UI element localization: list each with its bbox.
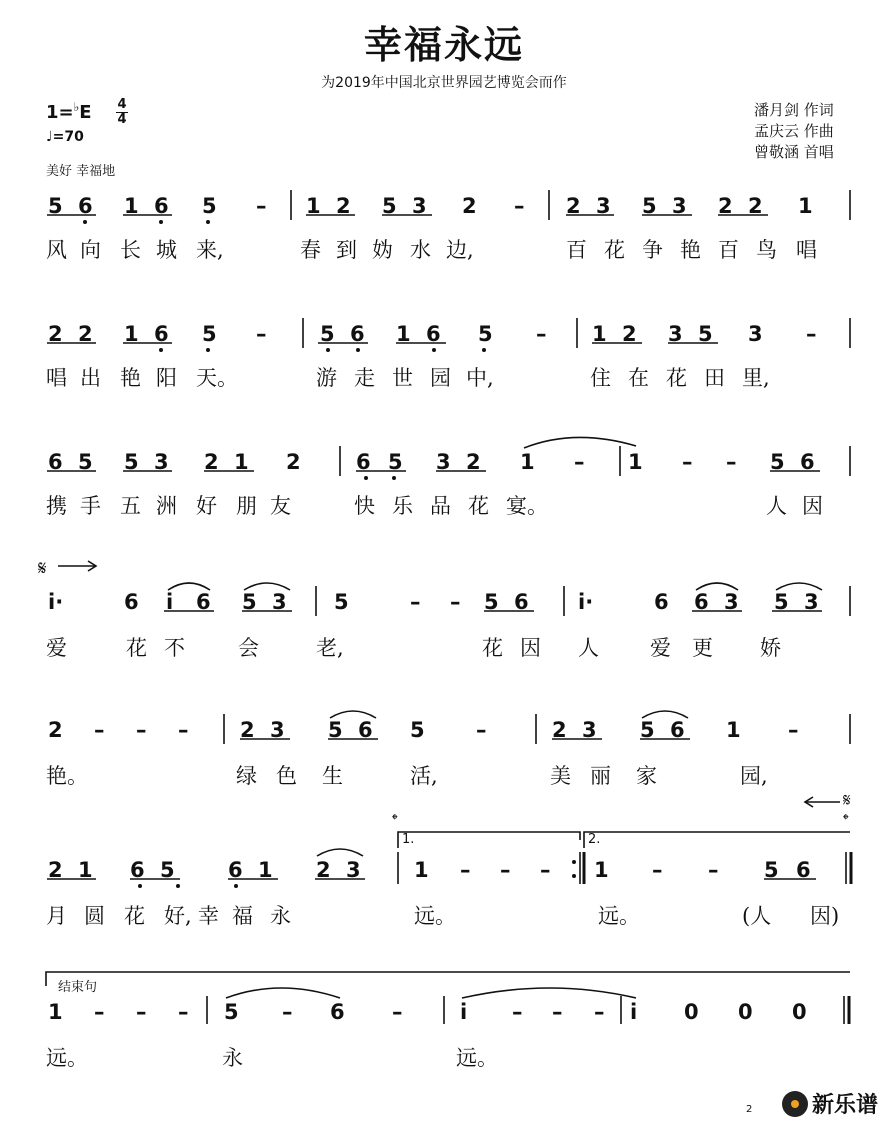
lyric-syllable: 边, — [446, 238, 474, 262]
note: 6 — [670, 718, 685, 742]
lyric-syllable: 世 — [392, 366, 413, 390]
lyric-syllable: 花 — [482, 636, 503, 660]
key-prefix: 1= — [46, 102, 74, 123]
note: 1 — [234, 450, 249, 474]
note: – — [552, 1000, 563, 1024]
lyric-syllable: 圆 — [84, 904, 105, 928]
lyric-syllable: 手 — [80, 494, 101, 518]
note: 6 — [426, 322, 441, 346]
note: 1 — [414, 858, 429, 882]
note: 2 — [48, 718, 63, 742]
note: 2 — [78, 322, 93, 346]
lyric-syllable: 永 — [270, 904, 291, 928]
lyric-syllable: 唱 — [796, 238, 817, 262]
lyric-syllable: 洲 — [156, 494, 177, 518]
lyric-syllable: 艳 — [120, 366, 141, 390]
lyric-syllable: 风 — [46, 238, 67, 262]
singer-credit: 曾敬涵 首唱 — [754, 143, 834, 161]
lyric-syllable: 活, — [410, 764, 438, 788]
note: 2 — [316, 858, 331, 882]
note: – — [282, 1000, 293, 1024]
note: 5 — [478, 322, 493, 346]
note: 3 — [346, 858, 361, 882]
lyric-syllable: 远。 — [46, 1046, 88, 1070]
lyric-syllable: 爱 — [650, 636, 671, 660]
lyric-syllable: 鸟 — [756, 238, 777, 262]
lyric-syllable: 好 — [196, 494, 217, 518]
note: i· — [578, 590, 594, 614]
lyric-syllable: 老, — [316, 636, 344, 660]
lyric-syllable: (人 — [742, 904, 772, 928]
lyric-syllable: 长 — [120, 238, 141, 262]
note: 5 — [774, 590, 789, 614]
note: 5 — [224, 1000, 239, 1024]
note: – — [94, 1000, 105, 1024]
note: 5 — [642, 194, 657, 218]
lyric-syllable: 丽 — [590, 764, 611, 788]
note: 6 — [78, 194, 93, 218]
lyric-syllable: 百 — [566, 238, 587, 262]
lyric-syllable: 唱 — [46, 366, 67, 390]
note: 5 — [382, 194, 397, 218]
note: 6 — [514, 590, 529, 614]
song-title: 幸福永远 — [363, 23, 524, 67]
lyric-syllable: 色 — [276, 764, 297, 788]
lyric-syllable: 天。 — [196, 366, 238, 390]
lyric-syllable: 快 — [354, 494, 375, 518]
note: – — [594, 1000, 605, 1024]
note: – — [136, 718, 147, 742]
key-letter: E — [79, 102, 92, 123]
lyric-syllable: 人 — [578, 636, 599, 660]
note: – — [256, 194, 267, 218]
lyric-syllable: 会 — [238, 636, 259, 660]
tempo-value: =70 — [52, 129, 84, 145]
note: – — [806, 322, 817, 346]
logo-text: 新乐谱 — [811, 1093, 878, 1118]
lyric-syllable: 因) — [810, 904, 840, 928]
note: – — [178, 1000, 189, 1024]
note: 1 — [594, 858, 609, 882]
coda-icon: 𝄌 — [392, 810, 398, 829]
note: 5 — [78, 450, 93, 474]
note: – — [94, 718, 105, 742]
lyricist-credit: 潘月剑 作词 — [754, 101, 834, 119]
note: 6 — [694, 590, 709, 614]
note: 1 — [520, 450, 535, 474]
lyric-syllable: 家 — [636, 764, 657, 788]
note: 3 — [804, 590, 819, 614]
lyric-syllable: 远。 — [456, 1046, 498, 1070]
note: 2 — [286, 450, 301, 474]
note: – — [476, 718, 487, 742]
note: 6 — [130, 858, 145, 882]
note: 6 — [154, 194, 169, 218]
note: 3 — [668, 322, 683, 346]
note: 5 — [388, 450, 403, 474]
note: 6 — [48, 450, 63, 474]
note: 6 — [196, 590, 211, 614]
lyric-syllable: 花 — [124, 904, 145, 928]
note: 6 — [228, 858, 243, 882]
note: 3 — [582, 718, 597, 742]
note: – — [256, 322, 267, 346]
note: – — [540, 858, 551, 882]
volta-first: 1. — [402, 832, 415, 847]
lyric-syllable: 因 — [520, 636, 541, 660]
note: 6 — [330, 1000, 345, 1024]
lyric-syllable: 出 — [80, 366, 101, 390]
note: 5 — [160, 858, 175, 882]
note: 2 — [622, 322, 637, 346]
note: 6 — [356, 450, 371, 474]
lyric-syllable: 春 — [300, 238, 321, 262]
lyric-syllable: 艳。 — [46, 764, 88, 788]
page-number: 2 — [746, 1104, 753, 1115]
segno-icon: 𝄋 — [38, 556, 47, 580]
note: 5 — [202, 322, 217, 346]
composer-credit: 孟庆云 作曲 — [754, 122, 834, 140]
note: – — [536, 322, 547, 346]
lyric-syllable: 花 — [666, 366, 687, 390]
note: 3 — [724, 590, 739, 614]
note: – — [652, 858, 663, 882]
lyric-syllable: 妫 — [372, 238, 393, 262]
coda-icon-return: 𝄌 — [843, 810, 849, 829]
lyric-syllable: 田 — [704, 366, 725, 390]
note: 5 — [48, 194, 63, 218]
segno-icon-return: 𝄋 — [843, 790, 851, 811]
lyric-syllable: 月 — [46, 904, 67, 928]
note: – — [788, 718, 799, 742]
note: 5 — [124, 450, 139, 474]
note: 0 — [684, 1000, 699, 1024]
note: 6 — [124, 590, 139, 614]
note: 1 — [124, 322, 139, 346]
note: 1 — [258, 858, 273, 882]
note: – — [512, 1000, 523, 1024]
note: – — [460, 858, 471, 882]
lyric-syllable: 爱 — [46, 636, 67, 660]
note: – — [726, 450, 737, 474]
note: 6 — [800, 450, 815, 474]
note: 2 — [462, 194, 477, 218]
lyric-syllable: 城 — [156, 238, 177, 262]
lyric-syllable: 园, — [740, 764, 768, 788]
lyric-syllable: 远。 — [598, 904, 640, 928]
lyric-syllable: 来, — [196, 238, 224, 262]
lyric-syllable: 人 — [766, 494, 787, 518]
note: – — [500, 858, 511, 882]
note: 3 — [748, 322, 763, 346]
note: 1 — [124, 194, 139, 218]
note: 3 — [154, 450, 169, 474]
lyric-syllable: 住 — [590, 366, 611, 390]
lyric-syllable: 到 — [336, 238, 357, 262]
note: 6 — [796, 858, 811, 882]
note: – — [708, 858, 719, 882]
note: 5 — [764, 858, 779, 882]
note: – — [682, 450, 693, 474]
note: i· — [48, 590, 64, 614]
note: 2 — [240, 718, 255, 742]
lyric-syllable: 永 — [222, 1046, 243, 1070]
note: i — [630, 1000, 638, 1024]
note: 5 — [410, 718, 425, 742]
note: 2 — [48, 858, 63, 882]
note: 1 — [306, 194, 321, 218]
lyric-syllable: 阳 — [156, 366, 177, 390]
lyric-syllable: 幸 — [198, 904, 219, 928]
note: 2 — [336, 194, 351, 218]
note: 2 — [748, 194, 763, 218]
lyric-syllable: 花 — [468, 494, 489, 518]
note: 6 — [358, 718, 373, 742]
flat-icon: ♭ — [73, 100, 80, 114]
note: 5 — [640, 718, 655, 742]
lyric-syllable: 远。 — [414, 904, 456, 928]
note: 1 — [798, 194, 813, 218]
lyric-syllable: 生 — [322, 764, 343, 788]
note: 1 — [396, 322, 411, 346]
note: 2 — [552, 718, 567, 742]
lyric-syllable: 美 — [550, 764, 571, 788]
lyric-syllable: 朋 — [236, 494, 257, 518]
note: 3 — [412, 194, 427, 218]
time-top: 4 — [117, 97, 127, 112]
lyric-syllable: 携 — [46, 494, 67, 518]
note: – — [574, 450, 585, 474]
time-bottom: 4 — [117, 112, 127, 127]
note: 3 — [672, 194, 687, 218]
lyric-syllable: 因 — [802, 494, 823, 518]
site-logo — [782, 1088, 878, 1119]
note: 3 — [272, 590, 287, 614]
note: 1 — [628, 450, 643, 474]
note: 5 — [202, 194, 217, 218]
lyric-syllable: 品 — [430, 494, 451, 518]
note: 2 — [48, 322, 63, 346]
note: 1 — [78, 858, 93, 882]
lyric-syllable: 五 — [120, 494, 141, 518]
note: 3 — [270, 718, 285, 742]
note: 2 — [718, 194, 733, 218]
note: 6 — [350, 322, 365, 346]
note: 5 — [484, 590, 499, 614]
note: 0 — [738, 1000, 753, 1024]
quarter-note-icon: ♩ — [46, 129, 53, 145]
note: 6 — [654, 590, 669, 614]
lyric-syllable: 好, — [164, 904, 192, 928]
lyric-syllable: 走 — [354, 366, 375, 390]
song-subtitle: 为2019年中国北京世界园艺博览会而作 — [321, 75, 567, 91]
record-disc-icon — [782, 1091, 808, 1117]
lyric-syllable: 中, — [466, 366, 494, 390]
lyric-syllable: 在 — [628, 366, 649, 390]
note: – — [514, 194, 525, 218]
note: – — [392, 1000, 403, 1024]
lyric-syllable: 娇 — [760, 636, 781, 660]
lyric-syllable: 友 — [270, 494, 291, 518]
note: 1 — [726, 718, 741, 742]
lyric-syllable: 园 — [430, 366, 451, 390]
note: 5 — [242, 590, 257, 614]
lyric-syllable: 百 — [718, 238, 739, 262]
lyric-syllable: 游 — [316, 366, 337, 390]
note: 2 — [566, 194, 581, 218]
note: 2 — [204, 450, 219, 474]
note: – — [136, 1000, 147, 1024]
note: 0 — [792, 1000, 807, 1024]
lyric-syllable: 争 — [642, 238, 663, 262]
lyric-syllable: 更 — [692, 636, 713, 660]
note: 5 — [334, 590, 349, 614]
lyric-syllable: 不 — [164, 636, 185, 660]
note: i — [166, 590, 174, 614]
note: 5 — [698, 322, 713, 346]
note: 2 — [466, 450, 481, 474]
note: 3 — [596, 194, 611, 218]
expression-mark: 美好 幸福地 — [46, 164, 116, 179]
note: – — [450, 590, 461, 614]
lyric-syllable: 向 — [80, 238, 101, 262]
note: i — [460, 1000, 468, 1024]
lyric-syllable: 艳 — [680, 238, 701, 262]
lyric-syllable: 里, — [742, 366, 770, 390]
lyric-syllable: 福 — [232, 904, 253, 928]
lyric-syllable: 花 — [604, 238, 625, 262]
note: 1 — [48, 1000, 63, 1024]
note: 6 — [154, 322, 169, 346]
note: 5 — [320, 322, 335, 346]
ending-label: 结束句 — [58, 980, 98, 995]
volta-second: 2. — [588, 832, 601, 847]
note: – — [178, 718, 189, 742]
note: 1 — [592, 322, 607, 346]
note: 5 — [328, 718, 343, 742]
lyric-syllable: 宴。 — [506, 494, 548, 518]
note: 3 — [436, 450, 451, 474]
lyric-syllable: 绿 — [236, 764, 257, 788]
lyric-syllable: 水 — [410, 238, 431, 262]
lyric-syllable: 花 — [126, 636, 147, 660]
note: 5 — [770, 450, 785, 474]
lyric-syllable: 乐 — [392, 494, 413, 518]
note: – — [410, 590, 421, 614]
